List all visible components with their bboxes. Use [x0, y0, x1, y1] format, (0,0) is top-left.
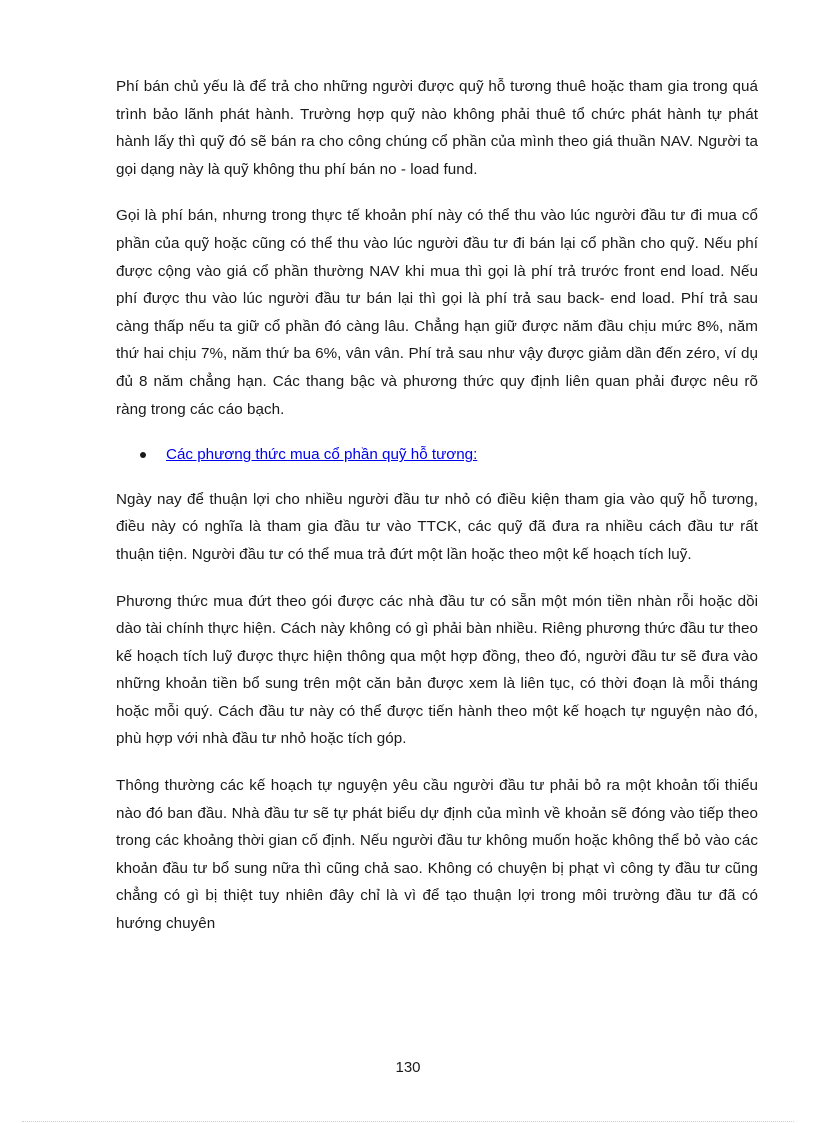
- bullet-icon: [140, 452, 146, 458]
- paragraph-small-investors: Ngày nay để thuận lợi cho nhiều người đầu tư nhỏ có điều kiện tham gia vào quỹ hỗ tương, điều này có nghĩa là tham gia đầu tư vào TTCK, các quỹ đã đưa ra nhiều cách đầu tư rất thuận tiện. Người đầu tư có thể mua trả đứt một lần hoặc theo một kế hoạch tích luỹ.: [116, 490, 758, 563]
- purchase-methods-link[interactable]: Các phương thức mua cổ phần quỹ hỗ tương:: [166, 446, 478, 464]
- paragraph-voluntary-plans: Thông thường các kế hoạch tự nguyện yêu cầu người đầu tư phải bỏ ra một khoản tối thiểu nào đó ban đầu. Nhà đầu tư sẽ tự phát biểu dự định của mình về khoản sẽ đóng vào tiếp theo trong các khoảng thời gian cố định. Nếu người đầu tư không muốn hoặc không thể bỏ vào các khoản đầu tư bổ sung nữa thì cũng chả sao. Không có chuyện bị phạt vì công ty đầu tư cũng chẳng có gì bị thiệt tuy nhiên đây chỉ là vì để tạo thuận lợi trong môi trường đầu tư đã có hướng chuyên: [116, 777, 758, 933]
- bullet-heading-row: [140, 441, 758, 469]
- paragraph-lump-sum-accumulation: Phương thức mua đứt theo gói được các nhà đầu tư có sẵn một món tiền nhàn rỗi hoặc dồi dào tài chính thực hiện. Cách này không có gì phải bàn nhiều. Riêng phương thức đầu tư theo kế hoạch tích luỹ được thực hiện thông qua một hợp đồng, theo đó, người đầu tư sẽ đưa vào những khoản tiền bổ sung trên một căn bản được xem là liên tục, có thời đoạn là mỗi tháng hoặc mỗi quý. Cách đầu tư này có thể được tiến hành theo một kế hoạch tự nguyện nào đó, phù hợp với nhà đầu tư nhỏ hoặc tích góp.: [116, 592, 758, 748]
- page-bottom-divider: [22, 1121, 794, 1122]
- page-number: 130: [395, 1059, 421, 1076]
- document-body: [116, 73, 758, 938]
- paragraph-front-back-load: Gọi là phí bán, nhưng trong thực tế khoản phí này có thể thu vào lúc người đầu tư đi mua cổ phần của quỹ hoặc cũng có thể thu vào lúc người đầu tư đi bán lại cổ phần cho quỹ. Nếu phí được cộng vào giá cổ phần thường NAV khi mua thì gọi là phí trả trước front end load. Nếu phí được thu vào lúc người đầu tư bán lại thì gọi là phí trả sau back- end load. Phí trả sau càng thấp nếu ta giữ cổ phần đó càng lâu. Chẳng hạn giữ được năm đầu chịu mức 8%, năm thứ hai chịu 7%, năm thứ ba 6%, vân vân. Phí trả sau như vậy được giảm dần đến zéro, ví dụ đủ 8 năm chẳng hạn. Các thang bậc và phương thức quy định liên quan phải được nêu rõ ràng trong các cáo bạch.: [116, 207, 758, 418]
- paragraph-sales-fee: Phí bán chủ yếu là để trả cho những người được quỹ hỗ tương thuê hoặc tham gia trong quá trình bảo lãnh phát hành. Trường hợp quỹ nào không phải thuê tổ chức phát hành tự phát hành lấy thì quỹ đó sẽ bán ra cho công chúng cổ phần của mình theo giá thuần NAV. Người ta gọi dạng này là quỹ không thu phí bán no - load fund.: [116, 78, 758, 178]
